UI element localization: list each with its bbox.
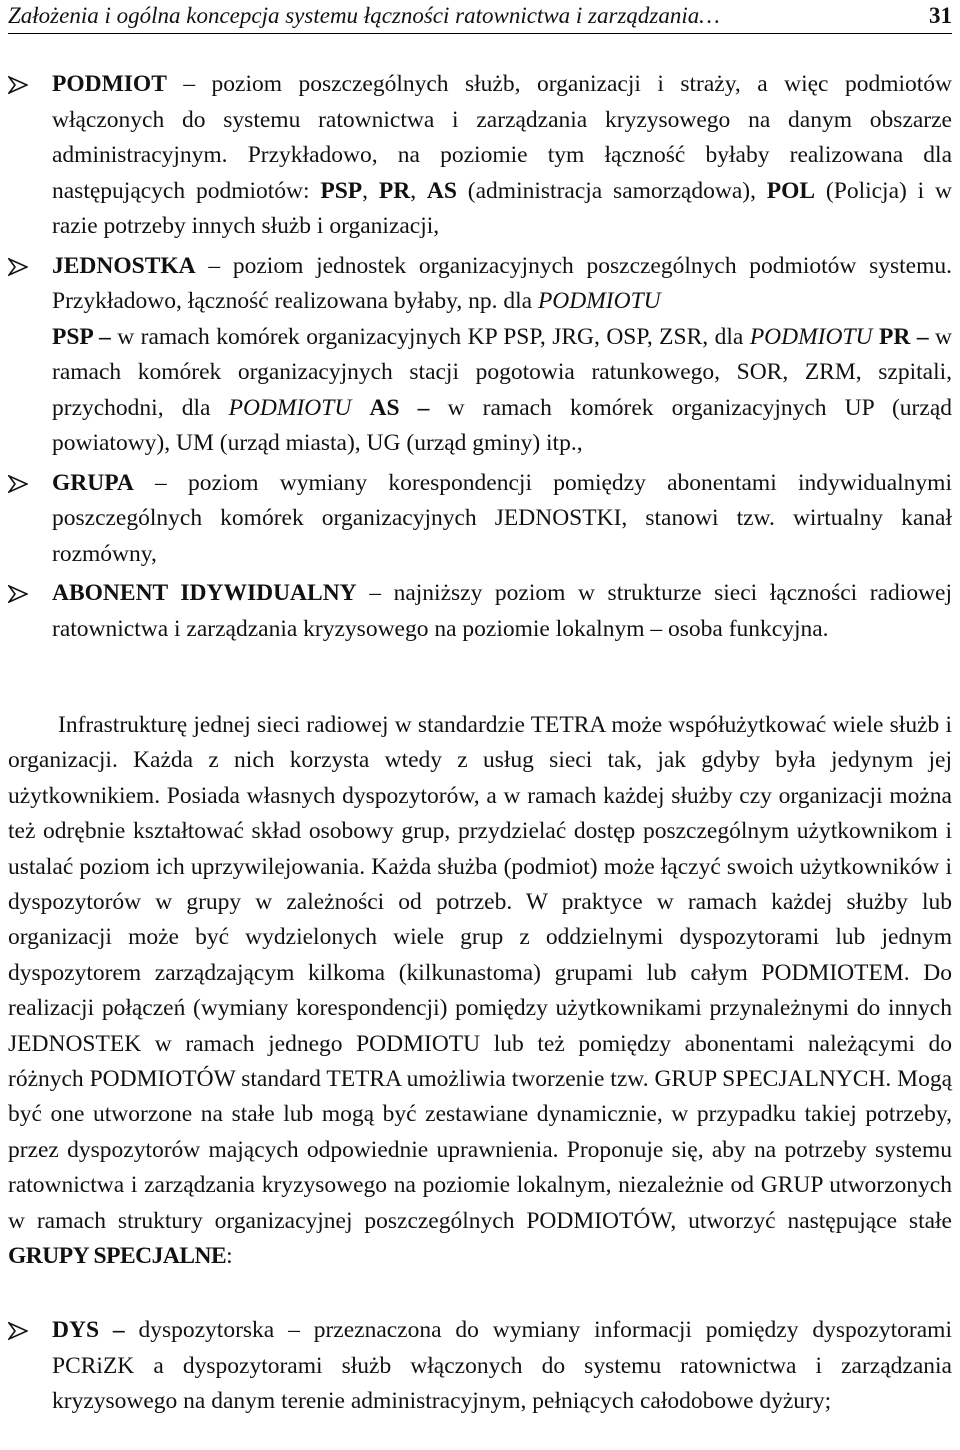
arrowhead-bullet-icon [8,67,36,102]
item-text: (administracja samorządowa), [456,177,767,204]
abbr-psp: PSP [320,177,363,204]
special-groups-list [8,1313,952,1424]
item-text: w ramach komórek organizacyjnych UP (urząd powiatowy), UM (urząd miasta), UG (urząd gminy) itp., [52,394,952,456]
abbr-as: AS – [369,394,430,421]
body-paragraph [8,708,952,1275]
paragraph-text: Infrastrukturę jednej sieci radiowej w standardzie TETRA może współużytkować wiele służb i organizacji. Każda z nich korzysta wtedy z usług sieci tak, jak gdyby była jedynym jej użytkownikiem. Posiada własnych dyspozytorów, a w ramach każdej służby czy organizacji można też odrębnie kształtować skład osobowy grup, przydzielać dostęp poszczególnym użytkownikom i ustalać poziom ich uprzywilejowania. Każda służba (podmiot) może łączyć swoich użytkowników i dyspozytorów w grupy w zależności od potrzeb. W praktyce w ramach każdej służby lub organizacji może być wydzielonych wiele grup z oddzielnymi dyspozytorami lub jednym dyspozytorem zarządzającym kilkoma (kilkunastoma) grupami lub całym PODMIOTEM. Do realizacji połączeń (wymiany korespondencji) pomiędzy użytkownikami przynależnymi do innych JEDNOSTEK w ramach jednego PODMIOTU lub też pomiędzy abonentami należącymi do różnych PODMIOTÓW standard TETRA umożliwia tworzenie tzw. GRUP SPECJALNYCH. Mogą być one utworzone na stałe lub mogą być zestawiane dynamicznie, w przypadku takiej potrzeby, przez dyspozytorów mających odpowiednie uprawnienia. Proponuje się, aby na potrzeby systemu ratownictwa i zarządzania kryzysowego na poziomie lokalnym, niezależnie od GRUP utworzonych w ramach struktury organizacyjnej poszczególnych PODMIOTÓW, utworzyć następujące stałe [8,712,952,1234]
list-item-grupa [8,466,952,573]
abbr-as: AS [426,177,457,204]
abbr-pol: POL [766,177,816,204]
arrowhead-bullet-icon [8,249,36,284]
abbr-pr: PR – [879,323,929,350]
running-header [8,0,952,34]
separator: , [410,177,427,204]
term-abonent: ABONENT IDYWIDUALNY [52,580,357,606]
term-podmiot: PODMIOT [52,71,167,97]
list-item-abonent [8,576,952,647]
item-text: – najniższy poziom w strukturze sieci łączności radiowej ratownictwa i zarządzania kryzysowego na poziomie lokalnym – osoba funkcyjna. [52,580,953,642]
item-text: dyspozytorska – przeznaczona do wymiany informacji pomiędzy dyspozytorami PCRiZK a dyspozytorami służb włączonych do systemu ratownictwa i zarządzania kryzysowego na danym terenie administracyjnym, pełniących całodobowe dyżury; [52,1317,952,1414]
level-definition-list [8,67,952,651]
abbr-psp: PSP – [52,323,111,350]
page-number: 31 [929,3,952,28]
arrowhead-bullet-icon [8,576,36,611]
bold-grupy-specjalne: GRUPY SPECJALNE [8,1243,227,1270]
term-grupa: GRUPA [52,469,134,496]
item-text: (Policja) i w razie potrzeby innych służb i organizacji, [52,177,953,239]
italic-podmiotu: PODMIOTU [537,288,661,314]
term-dys: DYS – [52,1317,125,1343]
item-text: w ramach komórek organizacyjnych KP PSP, JRG, OSP, ZSR, dla [110,323,750,350]
item-text: – poziom wymiany korespondencji pomiędzy abonentami indywidualnymi poszczególnych komórek organizacyjnych JEDNOSTKI, stanowi tzw. wirtualny kanał rozmówny, [52,469,952,567]
term-jednostka: JEDNOSTKA [52,252,196,279]
abbr-pr: PR [378,177,411,204]
item-text: – poziom jednostek organizacyjnych poszczególnych podmiotów systemu. Przykładowo, łączność realizowana byłaby, np. dla [52,252,952,314]
separator: , [362,177,379,204]
italic-podmiotu: PODMIOTU [749,323,873,350]
list-item-podmiot [8,67,952,245]
item-text: – poziom poszczególnych służb, organizacji i straży, a więc podmiotów włączonych do systemu ratownictwa i zarządzania kryzysowego na danym obszarze administracyjnym. Przykładowo, na poziomie tym łączność byłaby realizowana dla następujących podmiotów: [52,71,952,204]
item-text: w ramach komórek organizacyjnych stacji pogotowia ratunkowego, SOR, ZRM, szpitali, przychodni, dla [52,323,953,421]
list-item-jednostka [8,249,952,462]
italic-podmiotu: PODMIOTU [228,394,352,421]
arrowhead-bullet-icon [8,466,36,501]
header-title: Założenia i ogólna koncepcja systemu łączności ratownictwa i zarządzania… [8,3,720,28]
paragraph-colon: : [226,1243,233,1270]
list-item-dys [8,1313,952,1420]
arrowhead-bullet-icon [8,1313,36,1348]
